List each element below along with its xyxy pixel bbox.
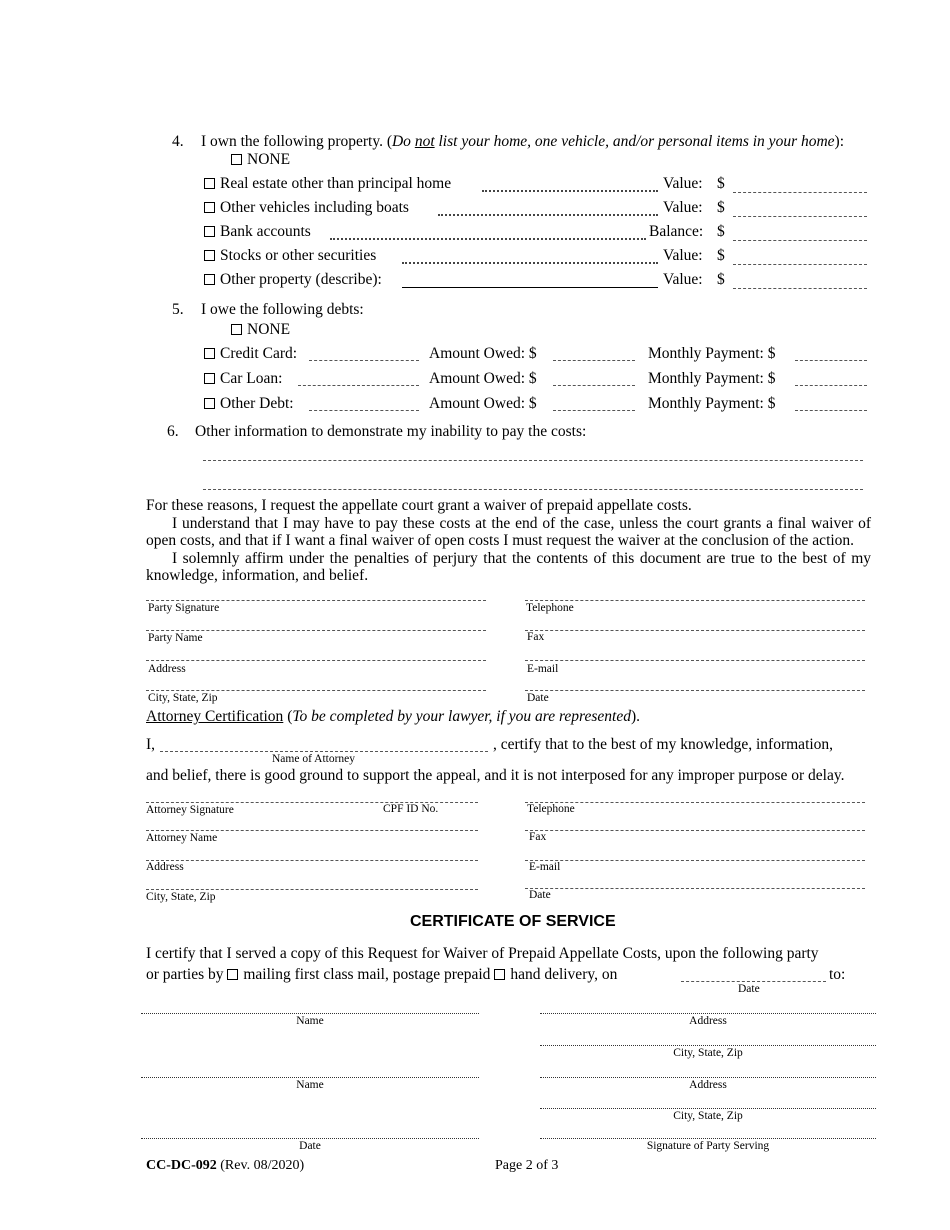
attorney-city-field[interactable] <box>146 889 478 890</box>
date-field[interactable] <box>525 690 865 691</box>
attorney-address-field[interactable] <box>146 860 478 861</box>
served-city-field[interactable] <box>540 1108 876 1109</box>
service-heading: CERTIFICATE OF SERVICE <box>410 913 616 930</box>
attorney-telephone-caption: Telephone <box>527 803 575 815</box>
checkbox-icon[interactable] <box>204 398 215 409</box>
dot-leader <box>438 214 658 216</box>
item4-text: I own the following property. (Do not list your home, one vehicle, and/or personal items in your home): <box>201 133 845 150</box>
item5-none-option[interactable]: NONE <box>231 321 290 339</box>
party-signature-field[interactable] <box>146 600 486 601</box>
fax-caption: Fax <box>527 631 545 643</box>
footer-form-id: CC-DC-092 (Rev. 08/2020) <box>146 1158 305 1173</box>
debt-row[interactable]: Credit Card: <box>204 345 297 363</box>
debt-name-field[interactable] <box>309 410 419 411</box>
currency-symbol: $ <box>717 223 725 240</box>
reasons-paragraph <box>146 497 871 585</box>
item6-text: Other information to demonstrate my inability to pay the costs: <box>195 423 587 440</box>
party-name-field[interactable] <box>146 630 486 631</box>
email-field[interactable] <box>525 660 865 661</box>
served-address-field[interactable] <box>540 1013 876 1014</box>
property-row[interactable]: Other property (describe): <box>204 271 382 289</box>
checkbox-icon[interactable] <box>231 324 242 335</box>
service-to: to: <box>829 966 846 983</box>
checkbox-icon[interactable] <box>204 178 215 189</box>
service-date-field[interactable] <box>681 981 826 982</box>
hand-delivery-checkbox-icon[interactable] <box>494 969 505 980</box>
debt-name-field[interactable] <box>309 360 419 361</box>
value-field[interactable] <box>733 288 867 289</box>
property-row[interactable]: Bank accounts <box>204 223 311 241</box>
value-label: Value: <box>663 199 703 216</box>
describe-field[interactable] <box>402 287 658 288</box>
served-name-field[interactable] <box>141 1013 479 1014</box>
attorney-signature-caption: Attorney Signature <box>146 804 234 816</box>
attorney-email-field[interactable] <box>525 860 865 861</box>
value-field[interactable] <box>733 240 867 241</box>
attorney-date-field[interactable] <box>525 888 865 889</box>
party-name-caption: Party Name <box>148 632 203 644</box>
property-row[interactable]: Other vehicles including boats <box>204 199 409 217</box>
telephone-field[interactable] <box>525 600 865 601</box>
value-field[interactable] <box>733 264 867 265</box>
currency-symbol: $ <box>717 271 725 288</box>
attorney-date-caption: Date <box>529 889 551 901</box>
item5-text: I owe the following debts: <box>201 301 364 318</box>
city-caption: City, State, Zip <box>148 692 218 704</box>
reasons-affirm: I solemnly affirm under the penalties of perjury that the contents of this document are true to the best of my knowledge, information, and belief. <box>146 549 871 584</box>
debt-name-field[interactable] <box>298 385 419 386</box>
reasons-understand: I understand that I may have to pay these costs at the end of the case, unless the court grants a final waiver of open costs, and that if I want a final waiver of open costs I must request the waiver at the conclusion of the action. <box>146 514 871 549</box>
value-label: Value: <box>663 247 703 264</box>
currency-symbol: $ <box>717 247 725 264</box>
served-city-caption: City, State, Zip <box>673 1047 743 1059</box>
mail-checkbox-icon[interactable] <box>227 969 238 980</box>
attorney-name-field[interactable] <box>160 751 488 752</box>
service-date-caption: Date <box>738 983 760 995</box>
served-city-caption: City, State, Zip <box>673 1110 743 1122</box>
attorney-city-caption: City, State, Zip <box>146 891 216 903</box>
city-field[interactable] <box>146 690 486 691</box>
dot-leader <box>330 238 646 240</box>
property-row[interactable]: Real estate other than principal home <box>204 175 451 193</box>
amount-owed-label: Amount Owed: $ <box>429 370 537 387</box>
email-caption: E-mail <box>527 663 559 675</box>
footer-page-number: Page 2 of 3 <box>495 1158 559 1173</box>
serving-signature-caption: Signature of Party Serving <box>646 1140 770 1152</box>
checkbox-icon[interactable] <box>204 250 215 261</box>
value-label: Value: <box>663 271 703 288</box>
service-date-line-caption: Date <box>299 1140 321 1152</box>
attorney-telephone-field[interactable] <box>525 802 865 803</box>
certify-text: , certify that to the best of my knowledge, information, <box>493 736 834 753</box>
served-name-caption: Name <box>296 1079 324 1091</box>
address-caption: Address <box>148 663 186 675</box>
served-city-field[interactable] <box>540 1045 876 1046</box>
value-label: Value: <box>663 175 703 192</box>
attorney-address-caption: Address <box>146 861 184 873</box>
value-field[interactable] <box>733 216 867 217</box>
attorney-fax-caption: Fax <box>529 831 547 843</box>
served-name-field[interactable] <box>141 1077 479 1078</box>
value-field[interactable] <box>733 192 867 193</box>
telephone-caption: Telephone <box>526 602 574 614</box>
reasons-request: For these reasons, I request the appellate court grant a waiver of prepaid appellate costs. <box>146 497 692 514</box>
served-address-caption: Address <box>689 1015 727 1027</box>
cpf-caption: CPF ID No. <box>383 803 439 815</box>
monthly-payment-label: Monthly Payment: $ <box>648 395 776 412</box>
date-caption: Date <box>527 692 549 704</box>
currency-symbol: $ <box>717 175 725 192</box>
debt-row[interactable]: Other Debt: <box>204 395 294 413</box>
amount-field[interactable] <box>553 410 635 411</box>
other-info-line[interactable] <box>203 489 863 490</box>
address-field[interactable] <box>146 660 486 661</box>
checkbox-icon[interactable] <box>204 226 215 237</box>
attorney-email-caption: E-mail <box>529 861 561 873</box>
attorney-heading: Attorney Certification (To be completed by your lawyer, if you are represented). <box>146 708 641 725</box>
amount-field[interactable] <box>553 385 635 386</box>
party-signature-caption: Party Signature <box>148 602 220 614</box>
attorney-fax-field[interactable] <box>525 830 865 831</box>
served-name-caption: Name <box>296 1015 324 1027</box>
payment-field[interactable] <box>795 385 867 386</box>
dot-leader <box>402 262 658 264</box>
item6-number: 6. <box>167 423 179 440</box>
item4-number: 4. <box>172 133 184 150</box>
certify-line2: and belief, there is good ground to support the appeal, and it is not interposed for any improper purpose or delay. <box>146 767 845 784</box>
fax-field[interactable] <box>525 630 865 631</box>
service-line1: I certify that I served a copy of this Request for Waiver of Prepaid Appellate Costs, upon the following party <box>146 945 819 962</box>
dot-leader <box>482 190 658 192</box>
payment-field[interactable] <box>795 410 867 411</box>
checkbox-icon[interactable] <box>204 274 215 285</box>
checkbox-icon[interactable] <box>231 154 242 165</box>
checkbox-icon[interactable] <box>204 348 215 359</box>
currency-symbol: $ <box>717 199 725 216</box>
serving-signature-field[interactable] <box>540 1138 876 1139</box>
amount-owed-label: Amount Owed: $ <box>429 395 537 412</box>
checkbox-icon[interactable] <box>204 202 215 213</box>
amount-owed-label: Amount Owed: $ <box>429 345 537 362</box>
service-date-line[interactable] <box>141 1138 479 1139</box>
attorney-name-line[interactable] <box>146 830 478 831</box>
attorney-name-caption: Name of Attorney <box>272 753 356 765</box>
checkbox-icon[interactable] <box>204 373 215 384</box>
debt-row[interactable]: Car Loan: <box>204 370 282 388</box>
served-address-field[interactable] <box>540 1077 876 1078</box>
amount-field[interactable] <box>553 360 635 361</box>
monthly-payment-label: Monthly Payment: $ <box>648 345 776 362</box>
item4-none-option[interactable]: NONE <box>231 151 290 169</box>
balance-label: Balance: <box>649 223 704 240</box>
payment-field[interactable] <box>795 360 867 361</box>
property-row[interactable]: Stocks or other securities <box>204 247 376 265</box>
monthly-payment-label: Monthly Payment: $ <box>648 370 776 387</box>
service-line2: or parties by mailing first class mail, postage prepaid hand delivery, on <box>146 966 618 983</box>
item5-number: 5. <box>172 301 184 318</box>
served-address-caption: Address <box>689 1079 727 1091</box>
certify-prefix: I, <box>146 736 156 753</box>
other-info-line[interactable] <box>203 460 863 461</box>
attorney-name-line-caption: Attorney Name <box>146 832 218 844</box>
